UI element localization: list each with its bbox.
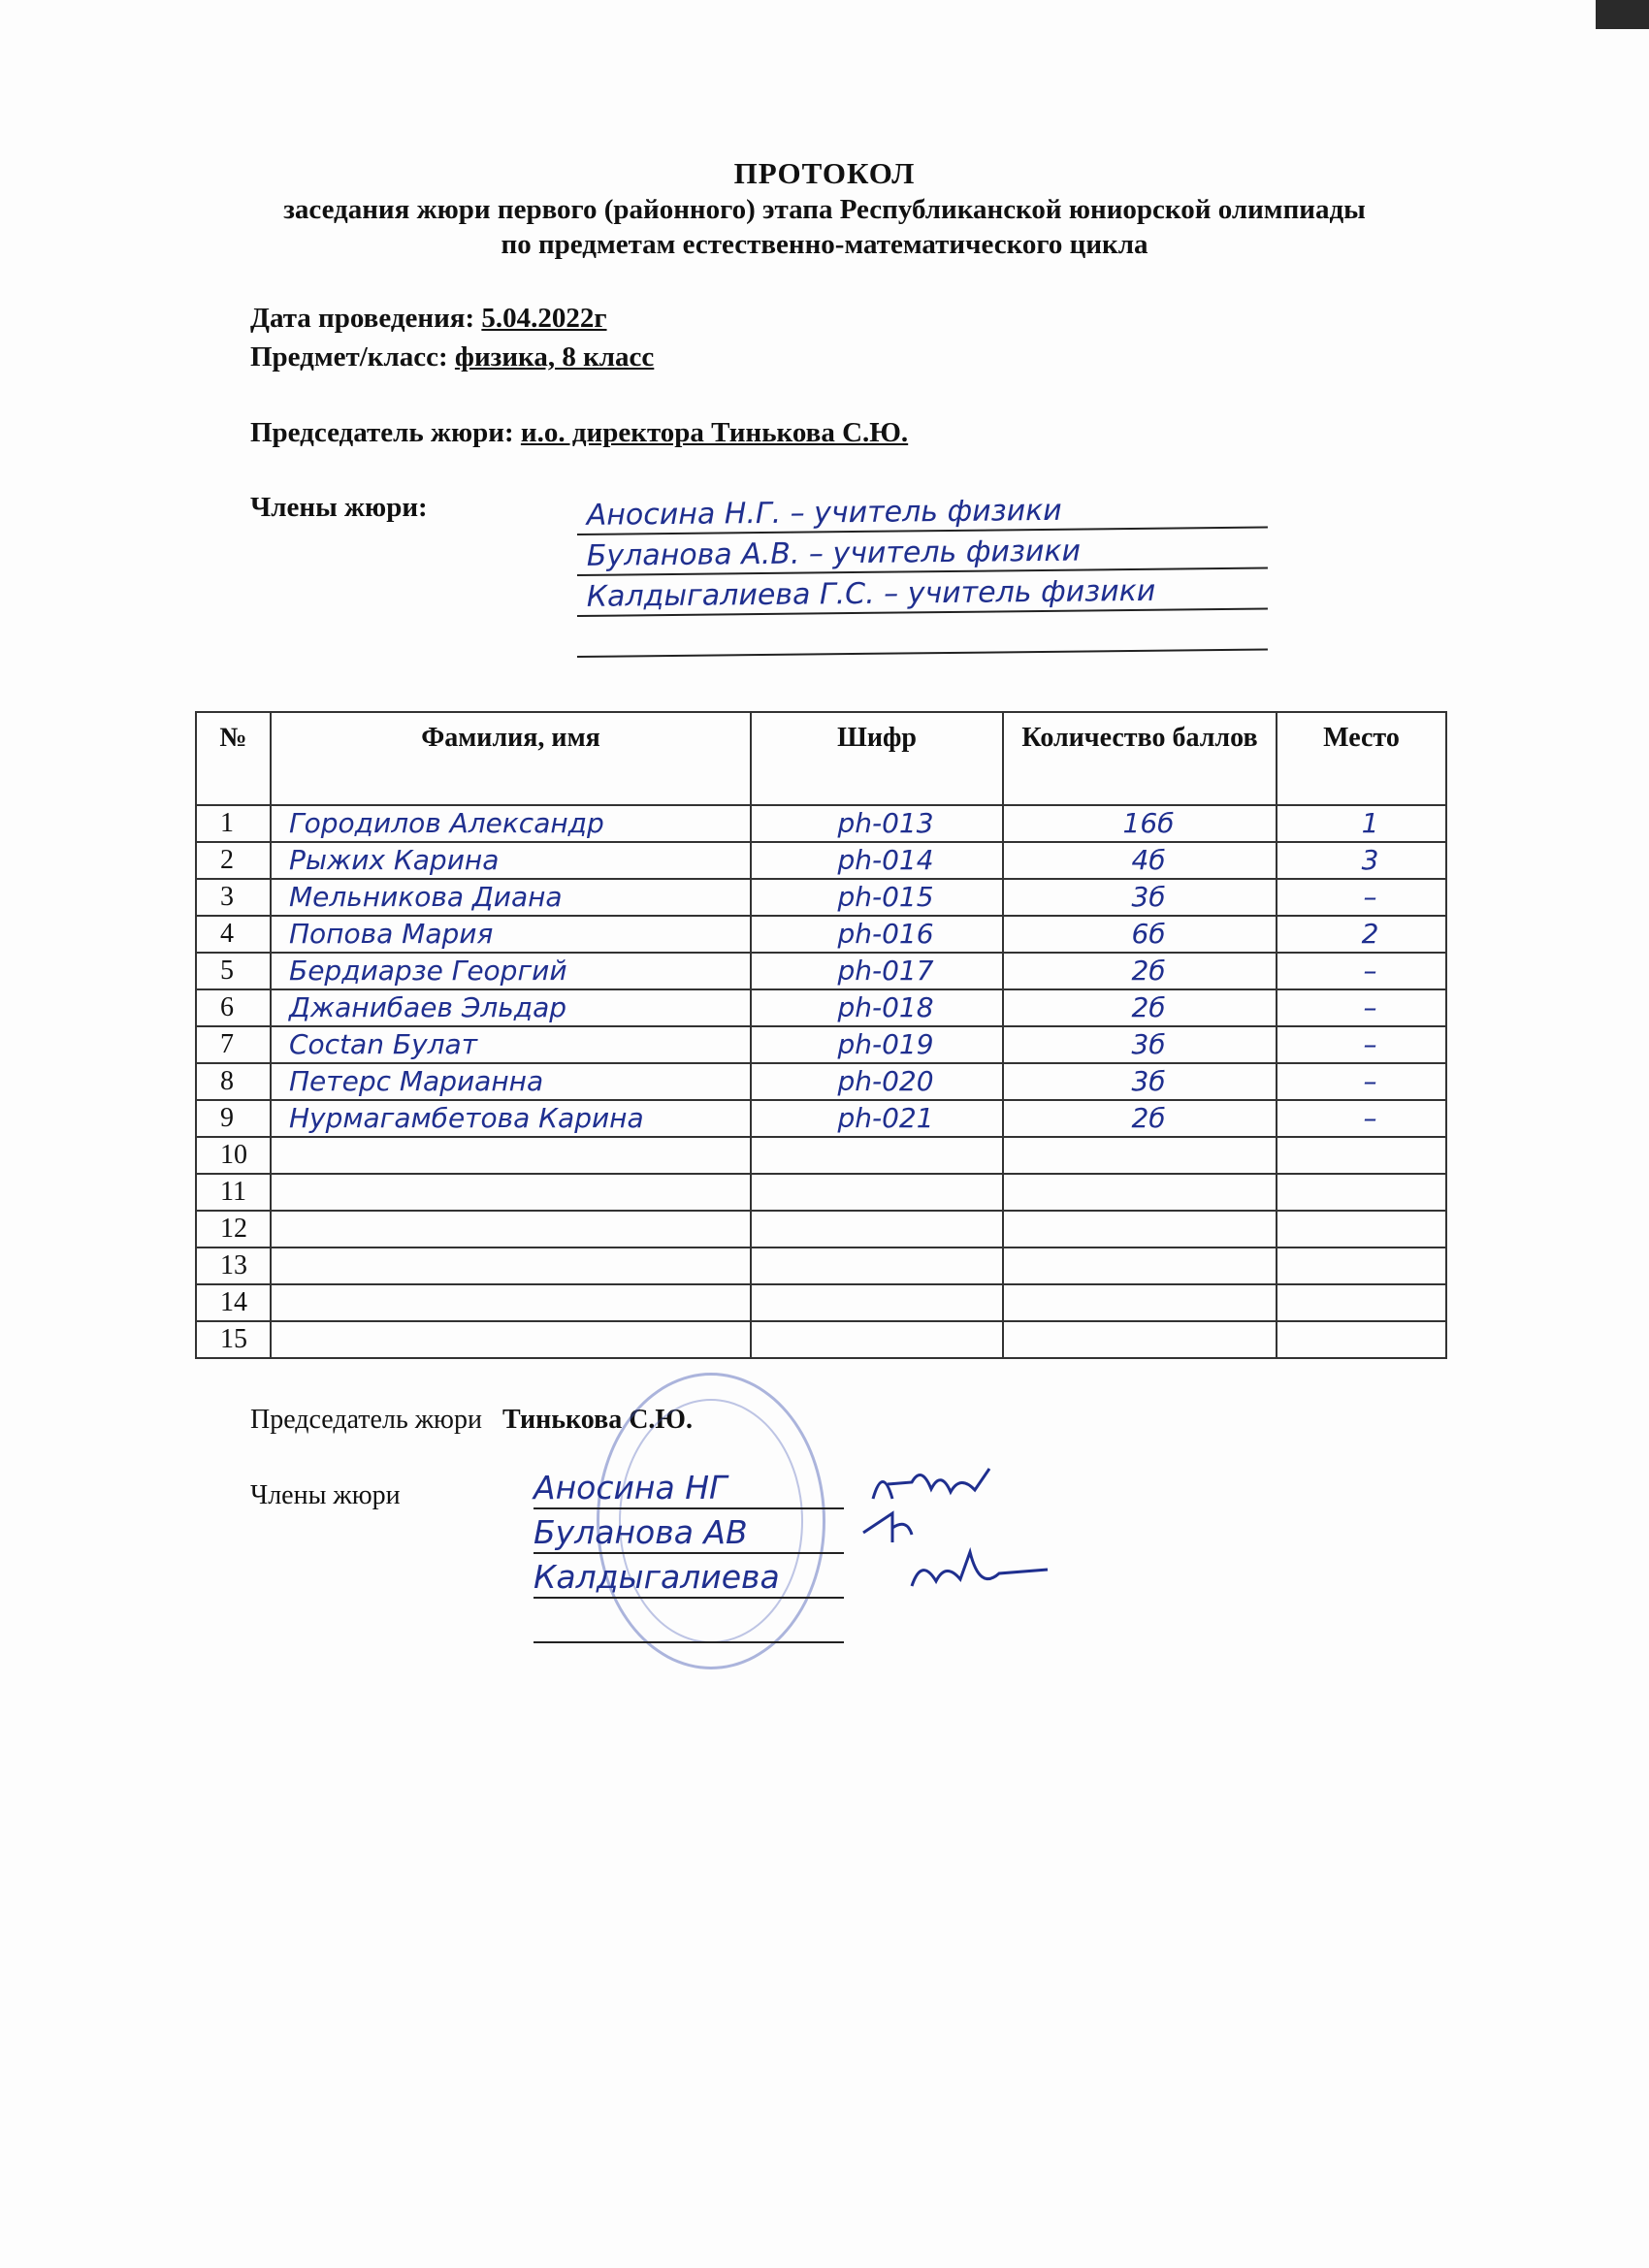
row-score-cell: 2б: [1003, 1100, 1277, 1137]
row-place-cell: [1277, 1321, 1446, 1358]
row-code-cell: ph-020: [751, 1063, 1003, 1100]
row-name-cell: Городилов Александр: [271, 805, 751, 842]
row-num-cell: 2: [196, 842, 271, 879]
row-place-cell: [1277, 1137, 1446, 1174]
row-place-cell: [1277, 1174, 1446, 1211]
row-place-cell: –: [1277, 879, 1446, 916]
table-row: [196, 1063, 1446, 1100]
row-score-cell: 2б: [1003, 953, 1277, 989]
footer-members-signatures: [534, 1465, 844, 1643]
document-header: [0, 155, 1649, 262]
row-place-cell: 3: [1277, 842, 1446, 879]
row-code-cell: ph-013: [751, 805, 1003, 842]
row-score-cell: 6б: [1003, 916, 1277, 953]
subject-label: Предмет/класс:: [250, 341, 448, 373]
row-name-cell: [271, 1284, 751, 1321]
table-row: [196, 879, 1446, 916]
row-score-cell: 2б: [1003, 989, 1277, 1026]
row-name-cell: Джанибаев Эльдар: [271, 989, 751, 1026]
member-entry: Буланова А.В. – учитель физики: [577, 529, 1268, 576]
row-code-cell: ph-014: [751, 842, 1003, 879]
row-score-cell: [1003, 1284, 1277, 1321]
row-name-cell: [271, 1174, 751, 1211]
footer-chair-label: Председатель жюри: [250, 1405, 482, 1435]
row-place-cell: [1277, 1211, 1446, 1247]
handwritten-signatures: [854, 1455, 1067, 1610]
row-score-cell: 3б: [1003, 1063, 1277, 1100]
row-name-cell: Бердиарзе Георгий: [271, 953, 751, 989]
row-place-cell: –: [1277, 1100, 1446, 1137]
row-num-cell: 14: [196, 1284, 271, 1321]
row-code-cell: ph-021: [751, 1100, 1003, 1137]
col-header-code: Шифр: [751, 712, 1003, 805]
row-score-cell: [1003, 1211, 1277, 1247]
col-header-score: Количество баллов: [1003, 712, 1277, 805]
row-name-cell: Мельникова Диана: [271, 879, 751, 916]
row-place-cell: [1277, 1247, 1446, 1284]
row-name-cell: Петерс Марианна: [271, 1063, 751, 1100]
date-value: 5.04.2022г: [481, 303, 607, 334]
row-code-cell: [751, 1174, 1003, 1211]
row-name-cell: Рыжих Карина: [271, 842, 751, 879]
table-row: [196, 953, 1446, 989]
table-row: [196, 1321, 1446, 1358]
row-place-cell: 1: [1277, 805, 1446, 842]
member-signature: Аносина НГ: [534, 1465, 844, 1509]
members-label: Члены жюри:: [250, 492, 428, 523]
table-row: [196, 989, 1446, 1026]
row-code-cell: [751, 1321, 1003, 1358]
table-row: [196, 1100, 1446, 1137]
table-row: [196, 805, 1446, 842]
date-field: [250, 303, 607, 335]
table-row: [196, 1137, 1446, 1174]
row-num-cell: 3: [196, 879, 271, 916]
row-place-cell: 2: [1277, 916, 1446, 953]
row-score-cell: [1003, 1174, 1277, 1211]
row-num-cell: 8: [196, 1063, 271, 1100]
row-num-cell: 6: [196, 989, 271, 1026]
row-code-cell: ph-017: [751, 953, 1003, 989]
members-list: [577, 495, 1268, 658]
row-num-cell: 5: [196, 953, 271, 989]
row-code-cell: [751, 1137, 1003, 1174]
row-name-cell: [271, 1137, 751, 1174]
footer-chair-name: Тинькова С.Ю.: [501, 1405, 693, 1435]
row-num-cell: 11: [196, 1174, 271, 1211]
row-code-cell: ph-015: [751, 879, 1003, 916]
row-name-cell: Сосtan Булат: [271, 1026, 751, 1063]
date-label: Дата проведения:: [250, 303, 475, 334]
row-place-cell: –: [1277, 989, 1446, 1026]
member-entry: Аносина Н.Г. – учитель физики: [577, 488, 1268, 535]
row-code-cell: [751, 1247, 1003, 1284]
signature-blank-line: [534, 1599, 844, 1643]
row-score-cell: 3б: [1003, 1026, 1277, 1063]
row-code-cell: ph-018: [751, 989, 1003, 1026]
row-num-cell: 15: [196, 1321, 271, 1358]
row-code-cell: [751, 1284, 1003, 1321]
members-field: [250, 492, 428, 524]
row-name-cell: [271, 1211, 751, 1247]
subject-value: физика, 8 класс: [454, 341, 655, 373]
chair-field: [250, 417, 908, 449]
row-num-cell: 10: [196, 1137, 271, 1174]
document-subtitle-line-2: по предметам естественно-математического цикла: [501, 229, 1148, 260]
row-code-cell: ph-019: [751, 1026, 1003, 1063]
row-code-cell: ph-016: [751, 916, 1003, 953]
row-name-cell: [271, 1321, 751, 1358]
table-row: [196, 1174, 1446, 1211]
row-name-cell: [271, 1247, 751, 1284]
footer-members-label: Члены жюри: [250, 1480, 401, 1510]
row-score-cell: [1003, 1247, 1277, 1284]
member-signature: Калдыгалиева: [534, 1554, 844, 1599]
row-num-cell: 12: [196, 1211, 271, 1247]
table-row: [196, 1026, 1446, 1063]
table-header-row: [196, 712, 1446, 805]
row-name-cell: Попова Мария: [271, 916, 751, 953]
document-title: ПРОТОКОЛ: [733, 156, 916, 190]
col-header-name: Фамилия, имя: [271, 712, 751, 805]
row-score-cell: 16б: [1003, 805, 1277, 842]
row-score-cell: [1003, 1321, 1277, 1358]
row-place-cell: –: [1277, 1063, 1446, 1100]
subject-field: [250, 341, 654, 373]
row-num-cell: 9: [196, 1100, 271, 1137]
member-signature: Буланова АВ: [534, 1509, 844, 1554]
chair-value: и.о. директора Тинькова С.Ю.: [520, 417, 909, 448]
document-subtitle-line-1: заседания жюри первого (районного) этапа Республиканской юниорской олимпиады: [283, 194, 1366, 225]
col-header-num: №: [196, 712, 271, 805]
col-header-place: Место: [1277, 712, 1446, 805]
row-num-cell: 13: [196, 1247, 271, 1284]
row-score-cell: [1003, 1137, 1277, 1174]
chair-label: Председатель жюри:: [250, 417, 514, 448]
row-score-cell: 3б: [1003, 879, 1277, 916]
table-row: [196, 1247, 1446, 1284]
scan-corner-mark: [1596, 0, 1649, 29]
table-row: [196, 842, 1446, 879]
member-entry: Калдыгалиева Г.С. – учитель физики: [577, 569, 1268, 617]
row-num-cell: 7: [196, 1026, 271, 1063]
row-num-cell: 1: [196, 805, 271, 842]
row-place-cell: –: [1277, 1026, 1446, 1063]
table-row: [196, 1211, 1446, 1247]
table-row: [196, 1284, 1446, 1321]
row-score-cell: 4б: [1003, 842, 1277, 879]
row-num-cell: 4: [196, 916, 271, 953]
member-blank-line: [577, 610, 1268, 658]
table-row: [196, 916, 1446, 953]
row-place-cell: [1277, 1284, 1446, 1321]
row-code-cell: [751, 1211, 1003, 1247]
results-table: [195, 711, 1447, 1359]
row-place-cell: –: [1277, 953, 1446, 989]
row-name-cell: Нурмагамбетова Карина: [271, 1100, 751, 1137]
